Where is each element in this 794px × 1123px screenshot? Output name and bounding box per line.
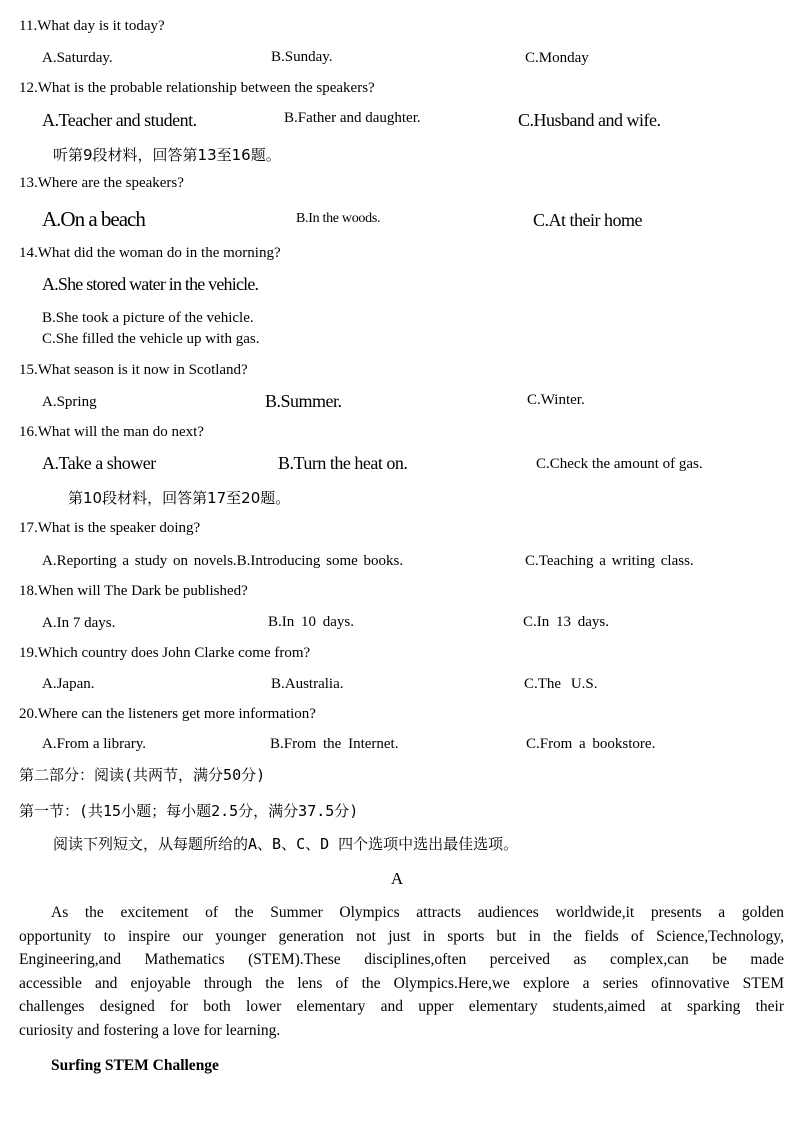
question-12-stem: 12.What is the probable relationship between the speakers? (19, 80, 375, 96)
question-18-option-c: C.In 13 days. (523, 614, 609, 630)
listening-instruction-10: 第10段材料，回答第17至20题。 (68, 489, 291, 507)
question-17-stem: 17.What is the speaker doing? (19, 520, 201, 536)
question-11-option-b: B.Sunday. (271, 49, 333, 65)
question-19-option-b: B.Australia. (271, 676, 344, 692)
question-20-option-c: C.From a bookstore. (526, 736, 656, 752)
passage-line: As the excitement of the Summer Olympics attracts audiences worldwide,it presents a golden (51, 904, 784, 921)
question-16-option-b: B.Turn the heat on. (278, 453, 408, 473)
passage-line: accessible and enjoyable through the lens of the Olympics.Here,we explore a series ofinnovative STEM (19, 974, 784, 992)
passage-line: curiosity and fostering a love for learning. (19, 1021, 281, 1039)
question-19-stem: 19.Which country does John Clarke come from? (19, 645, 311, 661)
question-14-stem: 14.What did the woman do in the morning? (19, 245, 281, 261)
listening-instruction-9: 听第9段材料，回答第13至16题。 (53, 146, 281, 164)
question-11-option-c: C.Monday (525, 50, 589, 66)
question-12-option-a: A.Teacher and student. (42, 110, 197, 130)
question-13-stem: 13.Where are the speakers? (19, 175, 184, 191)
passage-line: Engineering,and Mathematics (STEM).These disciplines,often perceived as complex,can be made (19, 951, 784, 968)
question-14-option-b: B.She took a picture of the vehicle. (42, 310, 254, 326)
passage-line: challenges designed for both lower elementary and upper elementary students,aimed at sparking their (19, 998, 784, 1015)
question-15-option-a: A.Spring (42, 394, 97, 410)
question-15-option-b: B.Summer. (265, 391, 342, 411)
question-13-option-a: A.On a beach (42, 207, 145, 231)
question-17-option-ab: A.Reporting a study on novels.B.Introducing some books. (42, 553, 404, 569)
question-15-option-c: C.Winter. (527, 392, 585, 408)
question-16-option-a: A.Take a shower (42, 453, 156, 473)
question-12-option-b: B.Father and daughter. (284, 110, 421, 126)
question-11-option-a: A.Saturday. (42, 50, 113, 66)
section-one-heading: 第一节：(共15小题；每小题2.5分，满分37.5分) (19, 802, 359, 820)
question-19-option-a: A.Japan. (42, 676, 95, 692)
question-20-stem: 20.Where can the listeners get more information? (19, 706, 316, 722)
reading-direction: 阅读下列短文，从每题所给的A、B、C、D 四个选项中选出最佳选项。 (53, 835, 519, 853)
question-13-option-c: C.At their home (533, 210, 642, 230)
passage-letter: A (390, 869, 404, 888)
question-15-stem: 15.What season is it now in Scotland? (19, 362, 248, 378)
question-20-option-a: A.From a library. (42, 736, 147, 752)
question-16-option-c: C.Check the amount of gas. (536, 456, 703, 472)
question-16-stem: 16.What will the man do next? (19, 424, 204, 440)
question-11-stem: 11.What day is it today? (19, 18, 165, 34)
question-18-option-a: A.In 7 days. (42, 615, 116, 631)
question-13-option-b: B.In the woods. (296, 211, 381, 226)
question-17-option-c: C.Teaching a writing class. (525, 553, 694, 569)
question-19-option-c: C.The U.S. (524, 676, 598, 692)
part-two-heading: 第二部分：阅读(共两节，满分50分) (19, 766, 266, 784)
question-18-option-b: B.In 10 days. (268, 614, 354, 630)
passage-subheading: Surfing STEM Challenge (51, 1057, 219, 1074)
question-12-option-c: C.Husband and wife. (518, 110, 661, 130)
question-20-option-b: B.From the Internet. (270, 736, 399, 752)
question-14-option-c: C.She filled the vehicle up with gas. (42, 331, 260, 347)
passage-body (19, 901, 784, 1042)
passage-line: opportunity to inspire our younger generation not just in sports but in the fields of Science,Technology, (19, 927, 784, 945)
question-18-stem: 18.When will The Dark be published? (19, 583, 248, 599)
question-14-option-a: A.She stored water in the vehicle. (42, 274, 259, 294)
